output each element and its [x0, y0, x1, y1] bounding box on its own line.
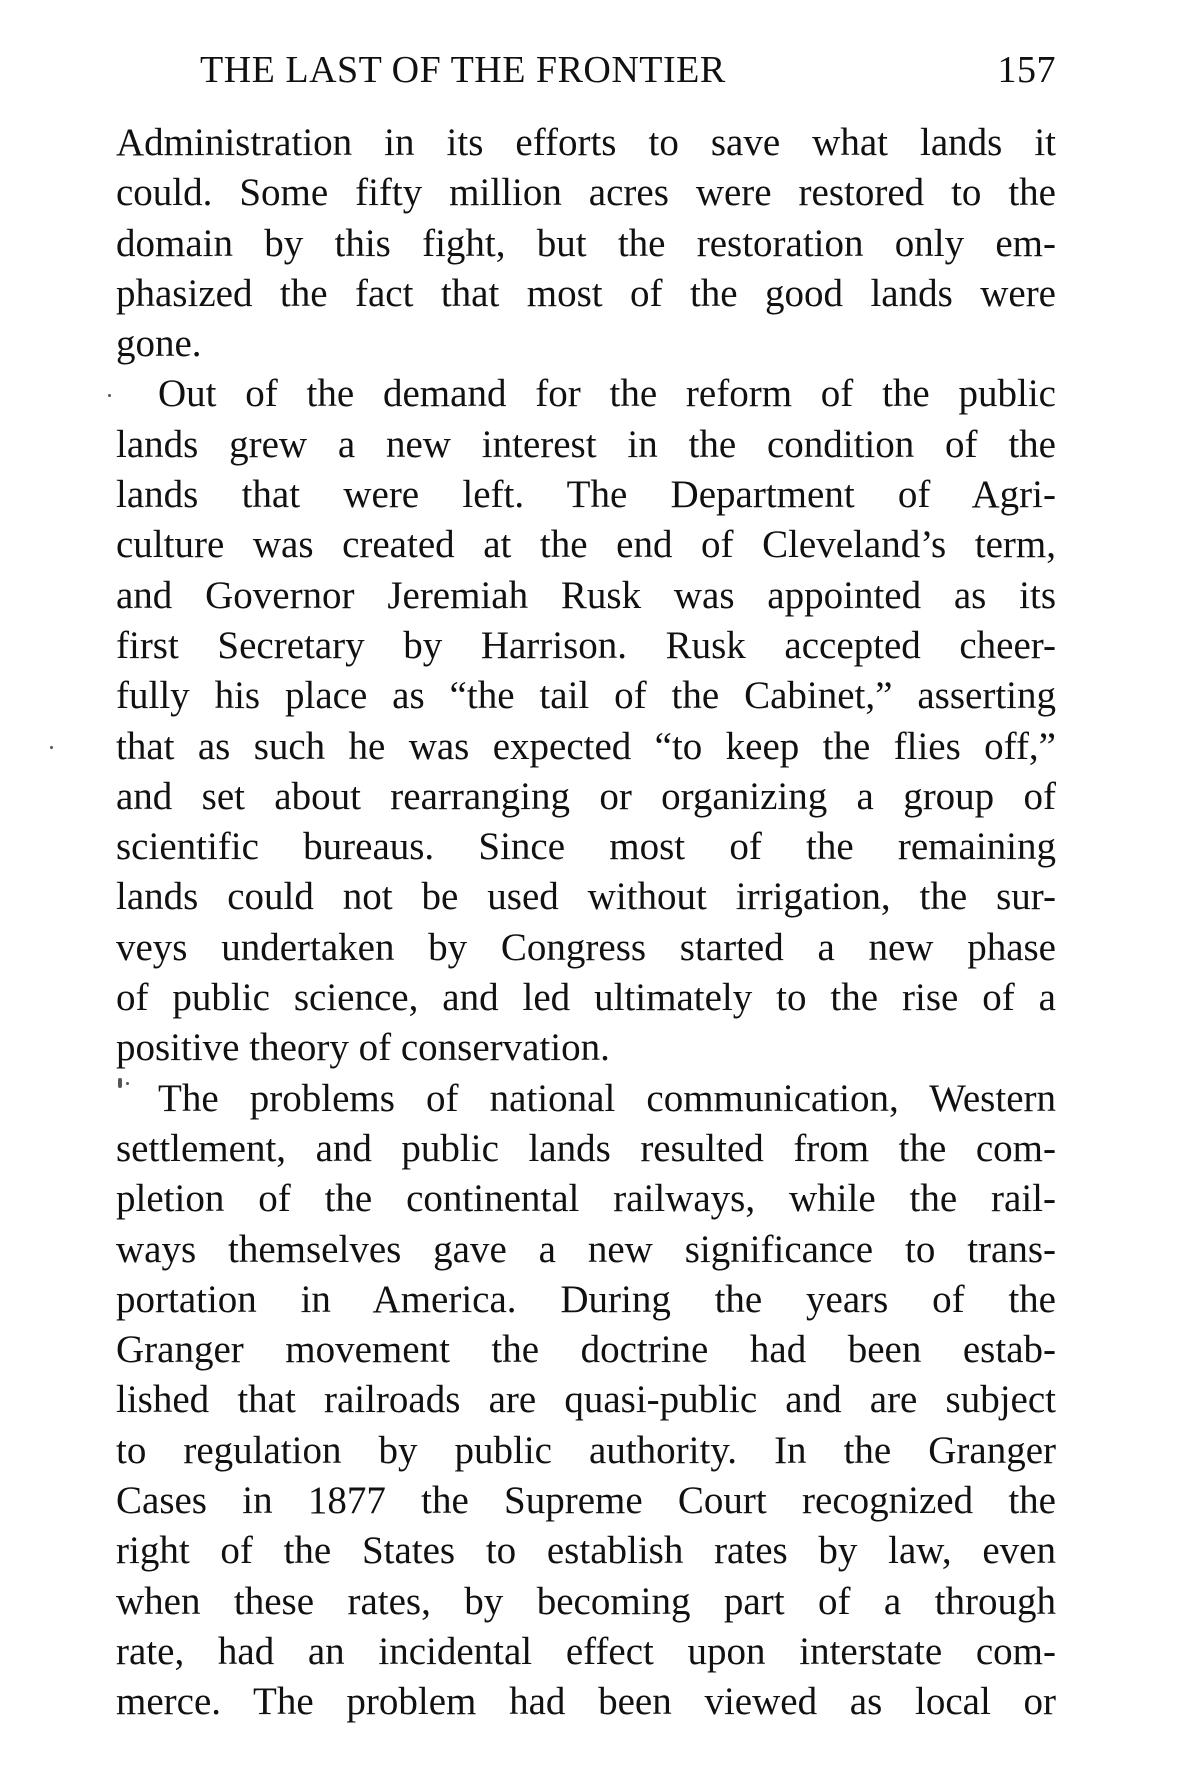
- text-line: scientific bureaus. Since most of the remaining: [116, 825, 1056, 869]
- scan-speck: [118, 1078, 122, 1088]
- text-line: veys undertaken by Congress started a new phase: [116, 925, 1056, 969]
- text-line: merce. The problem had been viewed as local or: [116, 1680, 1056, 1724]
- running-head: [116, 48, 1056, 98]
- text-line: pletion of the continental railways, while the rail-: [116, 1177, 1056, 1221]
- text-line: positive theory of conservation.: [116, 1026, 610, 1070]
- text-line: and set about rearranging or organizing a group of: [116, 774, 1056, 818]
- scan-speck: [126, 1082, 129, 1085]
- text-line: portation in America. During the years of the: [116, 1277, 1056, 1321]
- scan-speck: [108, 394, 111, 397]
- text-line: Administration in its efforts to save what lands it: [116, 121, 1056, 164]
- text-line: lands that were left. The Department of Agri-: [116, 473, 1056, 517]
- page-number: 157: [997, 49, 1056, 91]
- text-line: right of the States to establish rates by law, even: [116, 1529, 1056, 1573]
- paragraph-start-line: The problems of national communication, Western: [158, 1076, 1056, 1120]
- body-text: [116, 118, 1056, 1728]
- text-line: rate, had an incidental effect upon interstate com-: [116, 1629, 1056, 1673]
- text-line: of public science, and led ultimately to the rise of a: [116, 976, 1056, 1020]
- text-line: and Governor Jeremiah Rusk was appointed as its: [116, 573, 1056, 617]
- paragraph-start-line: Out of the demand for the reform of the public: [158, 372, 1056, 416]
- text-line: Cases in 1877 the Supreme Court recognized the: [116, 1479, 1056, 1523]
- running-head-title: THE LAST OF THE FRONTIER: [200, 49, 726, 91]
- text-line: lands could not be used without irrigation, the sur-: [116, 875, 1056, 919]
- text-line: lished that railroads are quasi-public and are subject: [116, 1378, 1056, 1422]
- scan-speck: [50, 746, 53, 749]
- text-line: ways themselves gave a new significance to trans-: [116, 1227, 1056, 1271]
- text-line: Granger movement the doctrine had been estab-: [116, 1328, 1056, 1372]
- text-line: lands grew a new interest in the condition of the: [116, 422, 1056, 466]
- text-line: gone.: [116, 322, 202, 366]
- text-line: domain by this fight, but the restoration only em-: [116, 221, 1056, 265]
- text-line: fully his place as “the tail of the Cabinet,” asserting: [116, 674, 1056, 718]
- text-line: culture was created at the end of Cleveland’s term,: [116, 523, 1056, 567]
- text-line: first Secretary by Harrison. Rusk accepted cheer-: [116, 623, 1056, 667]
- text-line: that as such he was expected “to keep the flies off,”: [116, 724, 1056, 768]
- text-line: to regulation by public authority. In the Granger: [116, 1428, 1056, 1472]
- text-line: phasized the fact that most of the good lands were: [116, 271, 1056, 315]
- text-line: settlement, and public lands resulted from the com-: [116, 1126, 1056, 1170]
- text-line: when these rates, by becoming part of a through: [116, 1579, 1056, 1623]
- text-line: could. Some fifty million acres were restored to the: [116, 171, 1056, 215]
